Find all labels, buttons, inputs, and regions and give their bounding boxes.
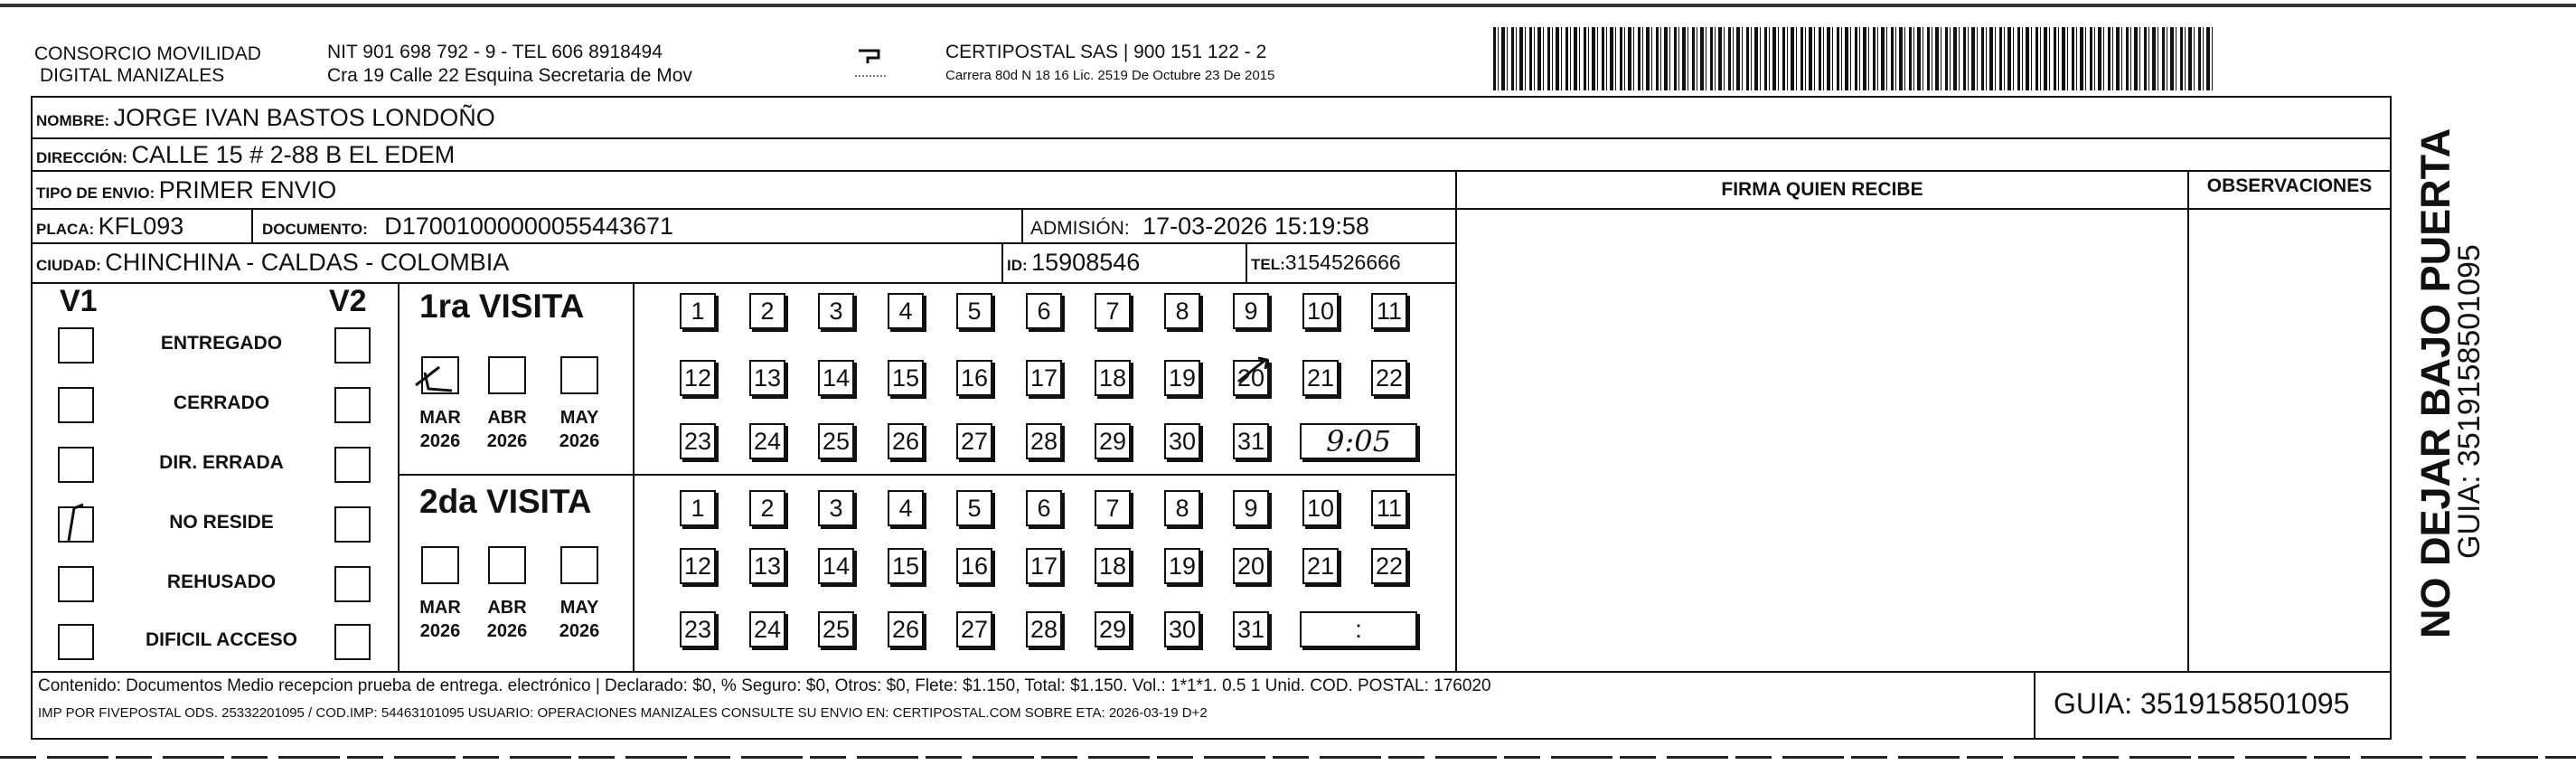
div-months [633,282,635,671]
div-tel [1246,242,1247,282]
col-firma-left [1455,170,1457,671]
visit2-year-label: 2026 [559,621,600,641]
visit2-day-number: 31 [1236,616,1265,643]
tel-row [1251,248,1401,280]
visit1-month-label: MAR [419,408,461,428]
visit1-day-box[interactable] [749,293,785,329]
visit2-day-box[interactable] [956,548,992,584]
visit2-day-box[interactable] [1233,611,1269,647]
visit1-day-box[interactable] [956,423,992,459]
nombre-value: JORGE IVAN BASTOS LONDOÑO [113,104,495,131]
visit1-day-number: 21 [1306,364,1335,392]
visit2-day-box[interactable] [888,548,924,584]
visit1-day-number: 10 [1306,298,1335,325]
visit2-day-box[interactable] [888,490,924,526]
direccion-row [36,140,455,174]
footer-contenido: Contenido: Documentos Medio recepcion prueba de entrega. electrónico | Declarado: $0, % Seguro: $0, Otros: $0, Flete: $1.150, Total: $1.150. Vol.: 1*1*1. 0.5 1 Unid. COD. POSTAL: 176020 [38,676,1491,695]
courier-address: Carrera 80d N 18 16 Lic. 2519 De Octubre 23 De 2015 [945,68,1275,83]
status-option-label: CERRADO [173,392,270,413]
visit1-day-box[interactable] [1302,360,1339,396]
visit1-day-box[interactable] [1164,293,1200,329]
visit2-day-number: 16 [960,552,989,580]
visit2-title: 2da VISITA [419,483,592,520]
courier-name: CERTIPOSTAL SAS | 900 151 122 - 2 [945,42,1267,62]
v1-checkbox[interactable] [58,447,94,483]
visit2-day-box[interactable] [680,611,716,647]
visit1-day-number: 29 [1098,428,1127,455]
visit2-month-box[interactable] [560,546,598,584]
visit2-day-number: 29 [1098,616,1127,643]
v2-checkbox[interactable] [334,447,371,483]
visit2-day-box[interactable] [1164,548,1200,584]
visit2-month-label: MAY [559,598,599,618]
admision-value: 17-03-2026 15:19:58 [1142,212,1369,240]
visit2-day-number: 24 [753,616,782,643]
visit2-day-number: 27 [960,616,989,643]
visit1-day-number: 23 [683,428,712,455]
visit2-day-number: 13 [753,552,782,580]
div-admision [1021,208,1023,242]
id-value: 15908546 [1031,249,1141,276]
div-guia-footer [2034,671,2035,740]
visit1-day-number: 2 [760,298,775,325]
visit2-year-label: 2026 [486,621,528,641]
visit1-day-box[interactable] [1095,423,1131,459]
visit2-day-number: 5 [967,495,982,522]
direccion-value: CALLE 15 # 2-88 B EL EDEM [131,141,456,168]
visit2-day-box[interactable] [680,490,716,526]
torn-top-edge [0,4,2576,7]
visit2-day-box[interactable] [1026,611,1062,647]
visit2-day-number: 28 [1029,616,1058,643]
visit2-day-box[interactable] [1371,490,1407,526]
v1-checkbox[interactable] [58,566,94,602]
rule-3 [31,208,2392,210]
id-label: ID: [1007,257,1028,274]
visit1-day-number: 7 [1105,298,1120,325]
tipo-label: TIPO DE ENVIO: [36,184,155,202]
visit1-day-box[interactable] [888,293,924,329]
visit1-day-box[interactable] [749,423,785,459]
div-status [398,282,400,671]
v2-header: V2 [329,284,367,318]
visit1-day-number: 9 [1244,298,1258,325]
visit2-day-number: 22 [1375,552,1404,580]
visit2-time-box[interactable] [1300,611,1417,647]
col-obs-left [2187,170,2189,671]
rule-1 [31,137,2392,139]
ciudad-row [36,248,509,281]
footer-guia: GUIA: 3519158501095 [2054,687,2350,720]
visit1-day-box[interactable] [680,360,716,396]
visit1-day-number: 5 [967,298,982,325]
status-option-label: REHUSADO [166,571,277,592]
visit1-day-box[interactable] [818,293,854,329]
visit1-day-box[interactable] [1302,293,1339,329]
visit2-month-box[interactable] [421,546,459,584]
status-option-label: NO RESIDE [169,512,274,533]
visit1-day-number: 11 [1376,298,1403,325]
div-id [1001,242,1003,282]
visit2-day-box[interactable] [1026,490,1062,526]
v2-checkbox[interactable] [334,506,371,543]
observaciones-header: OBSERVACIONES [2206,175,2373,196]
direccion-label: DIRECCIÓN: [36,149,128,166]
visit1-day-number: 15 [891,364,920,392]
v2-checkbox[interactable] [334,387,371,423]
side-guia [2451,143,2487,559]
visit1-day-number: 28 [1029,428,1058,455]
visit2-day-box[interactable] [1302,548,1339,584]
visit1-month-label: ABR [487,408,527,428]
visit2-day-box[interactable] [956,490,992,526]
visit2-day-number: 18 [1098,552,1127,580]
visit1-day-number: 26 [891,428,920,455]
id-row [1007,248,1140,281]
v2-checkbox[interactable] [334,566,371,602]
visit1-day-number: 25 [822,428,851,455]
visit2-day-number: 23 [683,616,712,643]
visit1-month-label: MAY [559,408,599,428]
visit2-day-box[interactable] [1164,611,1200,647]
visit1-day-number: 30 [1168,428,1197,455]
visit1-day-box[interactable] [749,360,785,396]
visit1-day-box[interactable] [1026,293,1062,329]
visit2-day-number: 8 [1175,495,1189,522]
visit2-day-number: 7 [1105,495,1120,522]
visit1-day-box[interactable] [1233,293,1269,329]
visit2-day-number: 6 [1037,495,1051,522]
visit2-day-box[interactable] [749,490,785,526]
visit1-month-box[interactable] [560,356,598,394]
visit1-day-box[interactable] [818,360,854,396]
visit2-day-number: 20 [1236,552,1265,580]
v2-checkbox[interactable] [334,327,371,364]
visit1-day-box[interactable] [1164,423,1200,459]
visit2-day-box[interactable] [1164,490,1200,526]
visit2-day-number: 10 [1306,495,1335,522]
visit2-day-number: 30 [1168,616,1197,643]
visit1-day-number: 31 [1236,428,1265,455]
placa-row [36,212,183,245]
status-option-label: ENTREGADO [160,333,283,354]
visit2-day-number: 11 [1376,495,1403,522]
visit2-day-box[interactable] [1095,548,1131,584]
tipo-row [36,175,336,209]
visit2-day-box[interactable] [1233,548,1269,584]
visit1-title: 1ra VISITA [419,288,585,325]
visit2-month-label: ABR [487,598,527,618]
visit2-day-box[interactable] [818,490,854,526]
visit2-month-label: MAR [419,598,461,618]
visit2-day-box[interactable] [1095,611,1131,647]
visit1-day-number: 6 [1037,298,1051,325]
visit2-day-box[interactable] [680,548,716,584]
tel-value: 3154526666 [1284,250,1401,274]
visit2-day-box[interactable] [818,548,854,584]
v1-header: V1 [60,284,98,318]
visit2-day-box[interactable] [956,611,992,647]
status-option-label: DIR. ERRADA [159,452,284,473]
visit1-day-box[interactable] [1026,360,1062,396]
visit1-day-box[interactable] [1233,423,1269,459]
visit2-day-box[interactable] [888,611,924,647]
visit1-day-number: 12 [683,364,712,392]
visit2-day-number: 25 [822,616,851,643]
visit2-day-box[interactable] [749,611,785,647]
visit1-day-number: 8 [1175,298,1189,325]
visit2-day-number: 14 [822,552,851,580]
status-option-label: DIFICIL ACCESO [145,629,297,650]
visit1-year-label: 2026 [419,431,461,451]
visit1-day-number: 18 [1098,364,1127,392]
torn-bottom-edge [0,756,2576,759]
visit2-day-number: 19 [1168,552,1197,580]
v1-checkbox[interactable] [58,506,94,543]
visit2-day-number: 12 [683,552,712,580]
rule-visit-split [398,474,1457,476]
visit1-day-number: 24 [753,428,782,455]
side-warning-text: NO DEJAR BAJO PUERTA [2412,128,2458,638]
footer-imp: IMP POR FIVEPOSTAL ODS. 25332201095 / COD.IMP: 54463101095 USUARIO: OPERACIONES MANIZALES CONSULTE SU ENVIO EN: CERTIPOSTAL.COM SOBRE ETA: 2026-03-19 D+2 [38,705,1208,721]
visit1-day-box[interactable] [1233,360,1269,396]
address-line: Cra 19 Calle 22 Esquina Secretaria de Mov [327,65,692,86]
visit2-day-box[interactable] [818,611,854,647]
visit2-day-box[interactable] [1026,548,1062,584]
visit2-time-value: : [1355,615,1362,643]
v1-checkbox[interactable] [58,624,94,660]
tipo-value: PRIMER ENVIO [158,176,337,203]
visit2-day-number: 9 [1244,495,1258,522]
nit-line: NIT 901 698 792 - 9 - TEL 606 8918494 [327,42,663,62]
col-side-left [2390,96,2392,671]
visit1-year-label: 2026 [559,431,600,451]
admision-row [1030,212,1369,245]
company-line-2: DIGITAL MANIZALES [40,65,225,86]
div-placa [251,208,253,242]
visit1-day-number: 19 [1168,364,1197,392]
visit1-day-number: 27 [960,428,989,455]
visit1-day-number: 1 [691,298,705,325]
visit2-day-box[interactable] [1095,490,1131,526]
rule-footer [31,671,2392,673]
visit1-day-number: 20 [1236,364,1265,392]
visit1-month-box[interactable] [421,356,459,394]
visit1-day-number: 14 [822,364,851,392]
placa-label: PLACA: [36,221,95,238]
placa-value: KFL093 [98,212,184,240]
visit2-day-number: 2 [760,495,775,522]
nombre-label: NOMBRE: [36,112,110,129]
visit2-day-box[interactable] [1233,490,1269,526]
visit1-day-box[interactable] [888,423,924,459]
documento-value: D17001000000055443671 [384,212,674,240]
rule-5 [31,282,1457,284]
visit1-day-box[interactable] [956,360,992,396]
company-line-1: CONSORCIO MOVILIDAD [34,43,261,64]
ciudad-value: CHINCHINA - CALDAS - COLOMBIA [105,249,510,276]
visit2-day-number: 15 [891,552,920,580]
visit1-day-box[interactable] [1164,360,1200,396]
visit2-day-box[interactable] [1302,490,1339,526]
visit1-year-label: 2026 [486,431,528,451]
visit1-day-number: 3 [829,298,843,325]
visit1-day-box[interactable] [1371,360,1407,396]
visit1-day-number: 22 [1375,364,1404,392]
ciudad-label: CIUDAD: [36,257,101,274]
visit2-day-number: 4 [898,495,913,522]
visit1-time-box[interactable] [1300,423,1417,459]
visit1-day-number: 17 [1029,364,1058,392]
visit1-day-box[interactable] [1371,293,1407,329]
nombre-row [36,103,495,137]
admision-label: ADMISIÓN: [1030,218,1130,239]
visit2-day-number: 1 [691,495,705,522]
visit1-day-box[interactable] [818,423,854,459]
visit1-day-box[interactable] [1095,293,1131,329]
courier-logo-icon [855,43,886,80]
visit1-day-box[interactable] [956,293,992,329]
visit2-day-number: 17 [1029,552,1058,580]
visit1-day-number: 4 [898,298,913,325]
visit2-year-label: 2026 [419,621,461,641]
visit1-day-number: 13 [753,364,782,392]
visit2-day-box[interactable] [749,548,785,584]
visit1-day-number: 16 [960,364,989,392]
visit1-day-box[interactable] [1026,423,1062,459]
visit1-day-box[interactable] [1095,360,1131,396]
visit2-day-number: 21 [1306,552,1335,580]
visit1-day-box[interactable] [680,293,716,329]
documento-label: DOCUMENTO: [262,221,368,238]
v2-checkbox[interactable] [334,624,371,660]
documento-row [262,212,673,245]
visit2-day-number: 3 [829,495,843,522]
visit2-day-number: 26 [891,616,920,643]
visit1-day-box[interactable] [888,360,924,396]
visit2-month-box[interactable] [488,546,526,584]
visit1-time-value: 9:05 [1326,424,1391,458]
tel-label: TEL: [1251,256,1285,273]
visit1-day-box[interactable] [680,423,716,459]
v1-checkbox[interactable] [58,387,94,423]
v1-checkbox[interactable] [58,327,94,364]
visit2-day-box[interactable] [1371,548,1407,584]
firma-header: FIRMA QUIEN RECIBE [1721,179,1923,200]
side-guia-text: GUIA: 3519158501095 [2452,244,2487,559]
visit1-month-box[interactable] [488,356,526,394]
barcode [1493,27,2216,90]
